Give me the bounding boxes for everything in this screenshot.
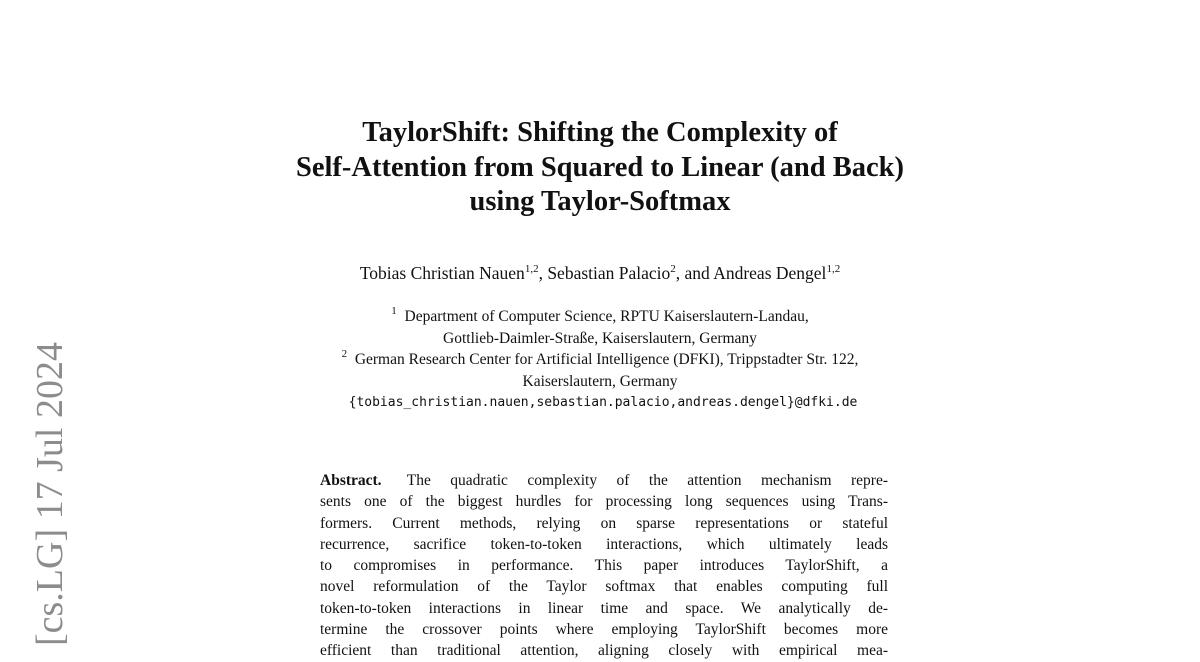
author-affiliation-mark: 1,2 bbox=[524, 263, 539, 275]
affiliation-text: Department of Computer Science, RPTU Kaiserslautern-Landau, bbox=[404, 308, 809, 325]
author-emails: {tobias_christian.nauen,sebastian.palacio,andreas.dengel}@dfki.de bbox=[348, 395, 858, 410]
abstract-line: sents one of the biggest hurdles for processing long sequences using Trans- bbox=[320, 493, 888, 511]
title-line: TaylorShift: Shifting the Complexity of bbox=[362, 117, 838, 148]
abstract-line: token-to-token interactions in linear time and space. We analytically de- bbox=[320, 599, 888, 617]
author-affiliation-mark: 2 bbox=[670, 263, 676, 275]
abstract-line: efficient than traditional attention, aligning closely with empirical mea- bbox=[320, 642, 888, 660]
author-name: Sebastian Palacio bbox=[547, 263, 671, 283]
abstract bbox=[320, 470, 888, 662]
abstract-line: to compromises in performance. This paper introduces TaylorShift, a bbox=[320, 557, 888, 575]
abstract-line: termine the crossover points where employing TaylorShift becomes more bbox=[320, 621, 888, 639]
author-name: Andreas Dengel bbox=[713, 263, 827, 283]
abstract-line bbox=[320, 470, 888, 491]
author-separator: , bbox=[538, 263, 548, 283]
arxiv-side-stamp: [cs.LG] 17 Jul 2024 bbox=[29, 342, 71, 646]
affiliation-line bbox=[250, 306, 950, 328]
title-line: using Taylor-Softmax bbox=[469, 186, 731, 217]
affiliation-line: Kaiserslautern, Germany bbox=[522, 372, 678, 390]
abstract-line: formers. Current methods, relying on sparse representations or stateful bbox=[320, 514, 888, 532]
title-line: Self-Attention from Squared to Linear (and Back) bbox=[295, 151, 905, 183]
affiliation-mark: 1 bbox=[391, 305, 397, 317]
affiliation-line: Gottlieb-Daimler-Straße, Kaiserslautern, Germany bbox=[443, 329, 757, 347]
abstract-heading: Abstract. bbox=[320, 472, 382, 489]
abstract-line: recurrence, sacrifice token-to-token interactions, which ultimately leads bbox=[320, 535, 888, 553]
affiliations bbox=[250, 306, 950, 392]
abstract-line: novel reformulation of the Taylor softmax that enables computing full bbox=[320, 578, 888, 596]
author-separator: , and bbox=[675, 263, 714, 283]
author-list bbox=[250, 262, 950, 284]
affiliation-text: German Research Center for Artificial Intelligence (DFKI), Trippstadter Str. 122, bbox=[354, 351, 859, 368]
paper-title bbox=[250, 116, 950, 220]
affiliation-mark: 2 bbox=[341, 348, 348, 360]
author-affiliation-mark: 1,2 bbox=[826, 263, 841, 275]
author-name: Tobias Christian Nauen bbox=[359, 263, 525, 283]
abstract-text: The quadratic complexity of the attention mechanism repre- bbox=[406, 472, 888, 489]
affiliation-line bbox=[250, 349, 950, 371]
